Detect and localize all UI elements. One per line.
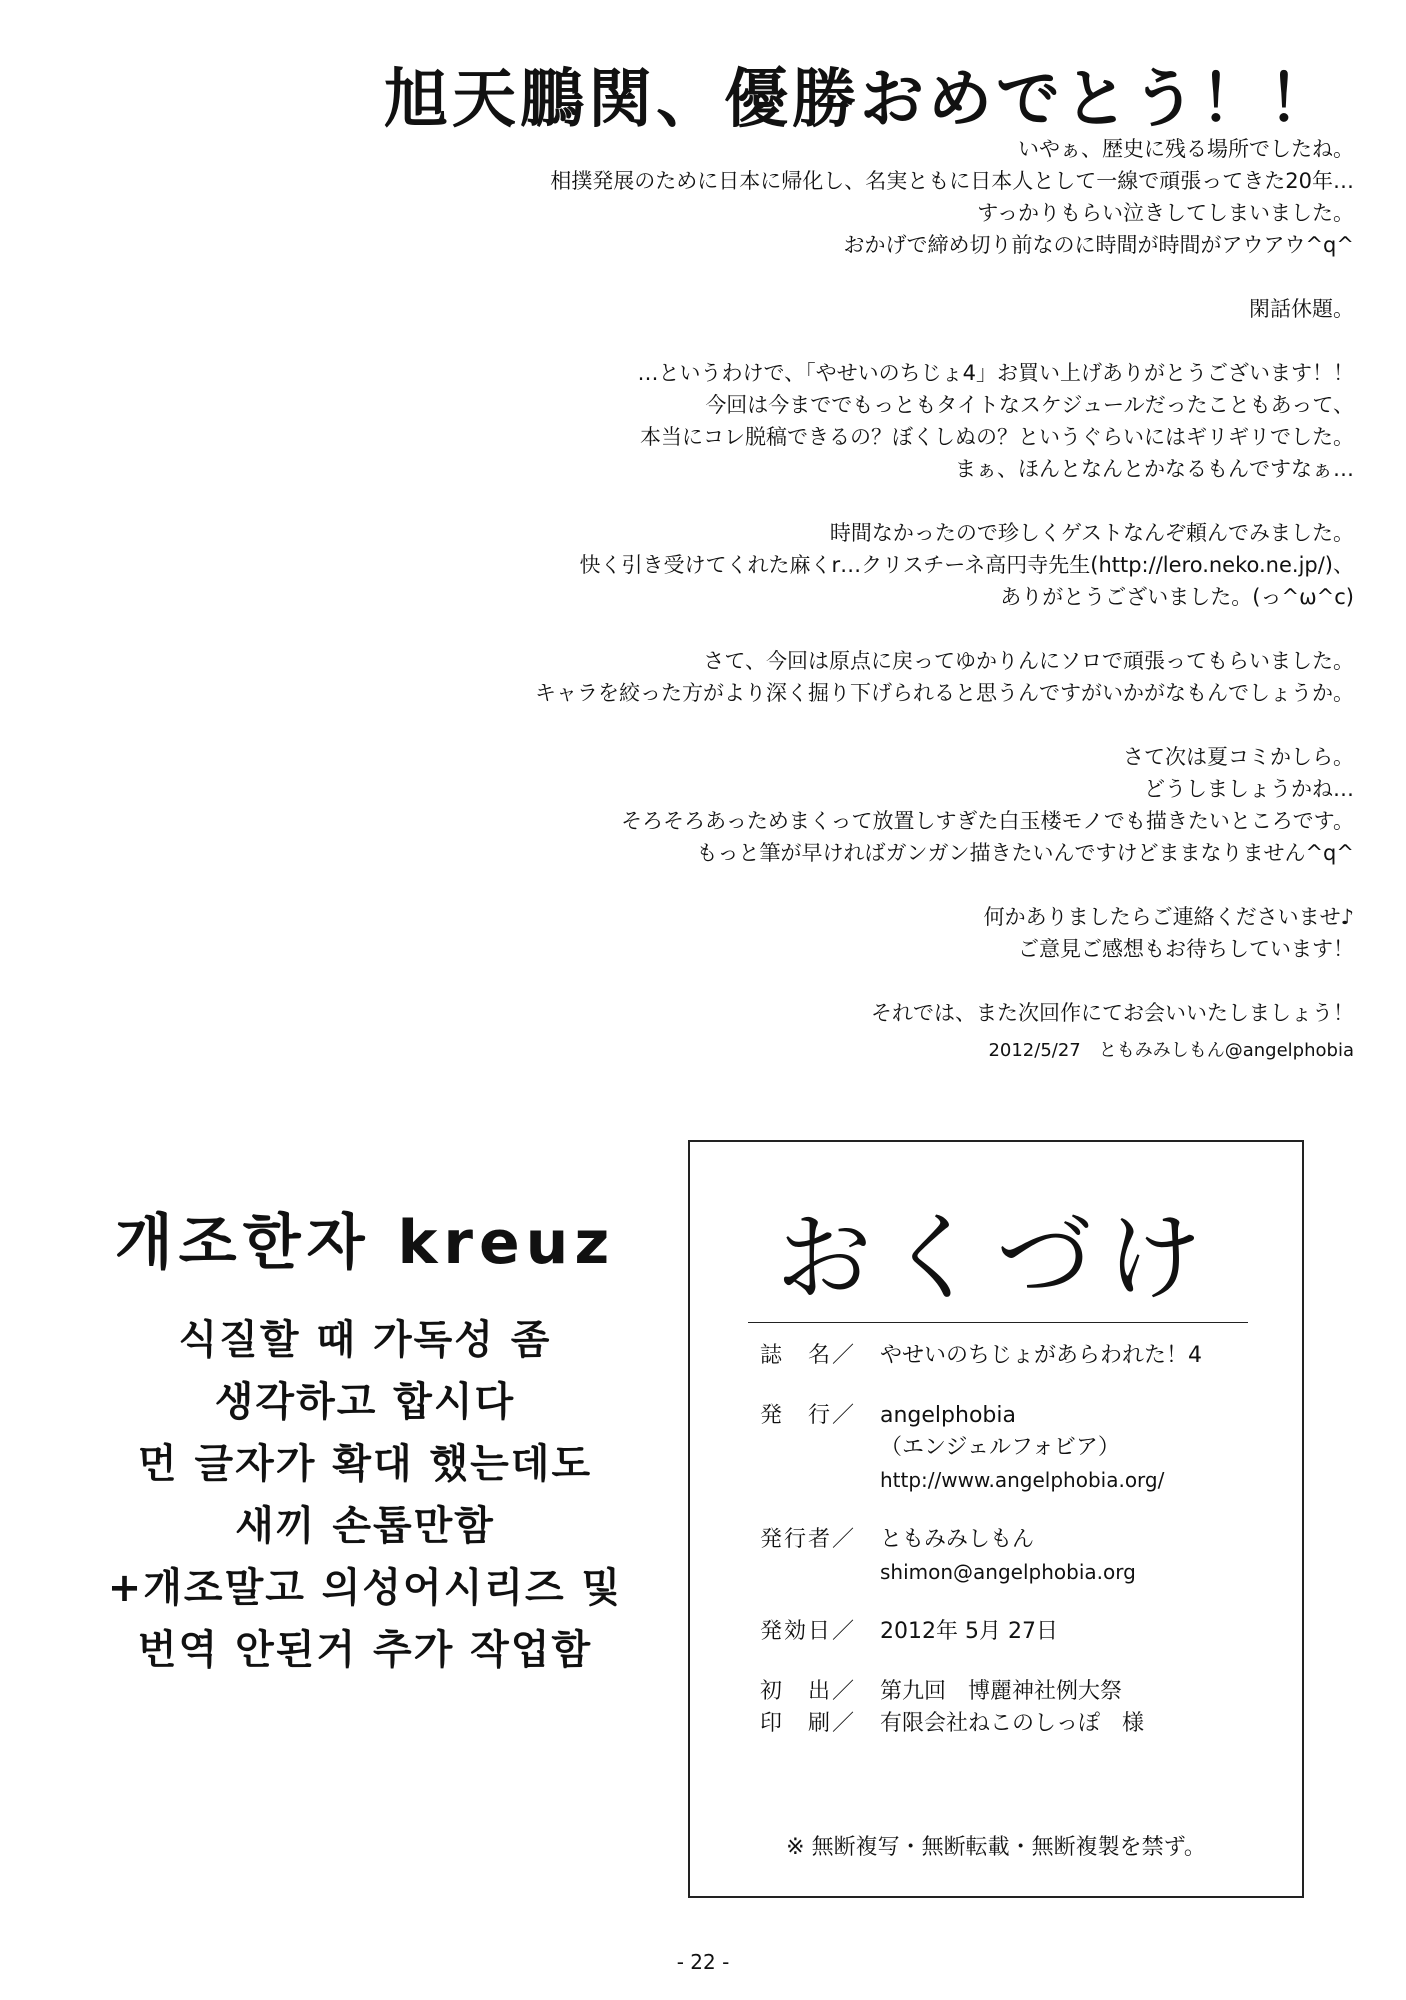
afterword-signature: 2012/5/27 ともみみしもん@angelphobia (988, 1040, 1354, 1061)
scanlation-credit (45, 1195, 685, 1681)
colophon-value: やせいのちじょがあらわれた！4 (880, 1343, 1202, 1368)
colophon-details (760, 1340, 1280, 1768)
colophon-value (880, 1524, 1280, 1588)
credit-title: 개조한자 kreuz (114, 1208, 616, 1278)
afterword-line: いやぁ、歴史に残る場所でしたね。 (1018, 137, 1354, 161)
colophon-value: 2012年 5月 27日 (880, 1619, 1058, 1644)
afterword-line: キャラを絞った方がより深く掘り下げられると思うんですがいかがなもんでしょうか。 (535, 681, 1354, 705)
afterword-line: そろそろあっためまくって放置しすぎた白玉楼モノでも描きたいところです。 (621, 809, 1354, 833)
publisher-kana: （エンジェルフォビア） (880, 1435, 1120, 1460)
issuer-email: shimon@angelphobia.org (880, 1560, 1136, 1584)
afterword-line: さて次は夏コミかしら。 (1123, 745, 1354, 769)
afterword-line: 閑話休題。 (1249, 297, 1354, 321)
credit-note-line: 새끼 손톱만함 (235, 1503, 495, 1549)
afterword-line: 何かありましたらご連絡くださいませ♪ (983, 905, 1354, 929)
colophon-label: 発効日／ (760, 1619, 857, 1644)
afterword-blank-line (204, 965, 1354, 997)
afterword-blank-line (204, 613, 1354, 645)
afterword-blank-line (204, 869, 1354, 901)
publisher-name: angelphobia (880, 1403, 1016, 1428)
colophon-label: 発 行／ (760, 1403, 857, 1428)
afterword-line: ありがとうございました。(っ^ω^c) (1000, 585, 1354, 609)
afterword-line: 時間なかったので珍しくゲストなんぞ頼んでみました。 (829, 521, 1354, 545)
colophon-title: おくづけ (776, 1202, 1216, 1314)
colophon-row-debut (760, 1676, 1280, 1708)
credit-note-line: 번역 안된거 추가 작업함 (137, 1627, 593, 1673)
page-number: - 22 - (676, 1950, 730, 1974)
credit-note-line: 식질할 때 가독성 좀 (178, 1317, 552, 1363)
afterword-line: まぁ、ほんとなんとかなるもんですなぁ… (955, 457, 1354, 481)
colophon-row-printer (760, 1708, 1280, 1740)
issuer-name: ともみみしもん (880, 1527, 1035, 1552)
colophon-row-date (760, 1616, 1280, 1648)
afterword-blank-line (204, 325, 1354, 357)
afterword-blank-line (204, 709, 1354, 741)
colophon-label: 誌 名／ (760, 1343, 857, 1368)
afterword-line: 今回は今まででもっともタイトなスケジュールだったこともあって、 (705, 393, 1354, 417)
afterword-line: おかげで締め切り前なのに時間が時間がアウアウ^q^ (843, 233, 1354, 257)
colophon-row-publisher (760, 1400, 1280, 1496)
colophon-row-issuer (760, 1524, 1280, 1588)
afterword-line: すっかりもらい泣きしてしまいました。 (977, 201, 1354, 225)
credit-note-line: +개조말고 의성어시리즈 및 (107, 1565, 623, 1611)
credit-note-line: 먼 글자가 확대 했는데도 (137, 1441, 593, 1487)
afterword-line: どうしましょうかね… (1144, 777, 1354, 801)
colophon-value: 有限会社ねこのしっぽ 様 (880, 1711, 1145, 1736)
colophon-value: 第九回 博麗神社例大祭 (880, 1679, 1123, 1704)
colophon-value (880, 1400, 1280, 1496)
credit-note-line: 생각하고 합시다 (214, 1379, 516, 1425)
colophon-label: 発行者／ (760, 1527, 857, 1552)
afterword-line: さて、今回は原点に戻ってゆかりんにソロで頑張ってもらいました。 (703, 649, 1354, 673)
afterword-text (204, 133, 1354, 1067)
publisher-url: http://www.angelphobia.org/ (880, 1468, 1165, 1492)
afterword-line: 快く引き受けてくれた麻くr…クリスチーネ高円寺先生(http://lero.neko.ne.jp/)、 (579, 553, 1354, 577)
headline: 旭天鵬関、優勝おめでとう！！ (384, 63, 1336, 137)
copyright-notice: ※ 無断複写・無断転載・無断複製を禁ず。 (786, 1835, 1206, 1860)
afterword-blank-line (204, 485, 1354, 517)
colophon-label: 印 刷／ (760, 1711, 857, 1736)
afterword-line: それでは、また次回作にてお会いいたしましょう！ (871, 1001, 1354, 1025)
afterword-line: ご意見ご感想もお待ちしています！ (1018, 937, 1354, 961)
colophon-label: 初 出／ (760, 1679, 857, 1704)
colophon-divider (748, 1322, 1248, 1323)
afterword-line: 本当にコレ脱稿できるの？ぼくしぬの？というぐらいにはギリギリでした。 (640, 425, 1354, 449)
colophon-box (688, 1140, 1304, 1898)
afterword-line: …というわけで、「やせいのちじょ4」お買い上げありがとうございます！！ (637, 361, 1354, 385)
colophon-row-title (760, 1340, 1280, 1372)
afterword-blank-line (204, 261, 1354, 293)
afterword-line: もっと筆が早ければガンガン描きたいんですけどままなりません^q^ (696, 841, 1354, 865)
afterword-line: 相撲発展のために日本に帰化し、名実ともに日本人として一線で頑張ってきた20年… (550, 169, 1354, 193)
